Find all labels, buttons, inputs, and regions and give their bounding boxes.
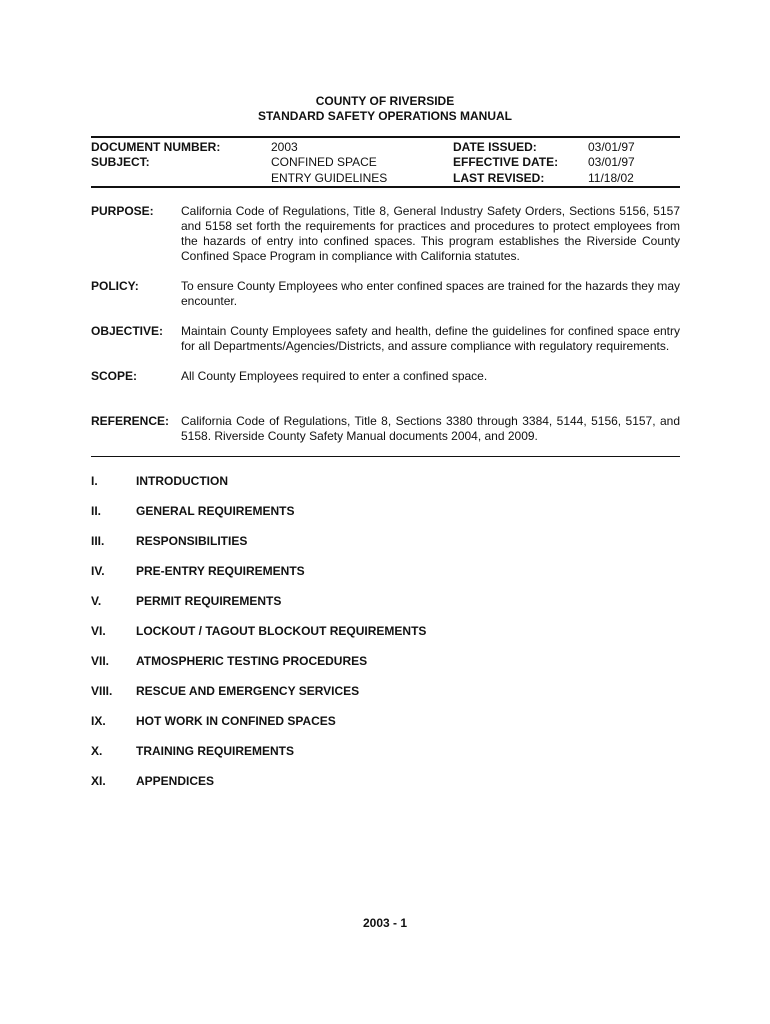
toc-number: I. [91, 474, 98, 488]
toc-item-atmospheric-testing: ATMOSPHERIC TESTING PROCEDURES [136, 654, 368, 668]
toc-number: II. [91, 504, 102, 518]
top-divider [91, 136, 680, 138]
toc-number: X. [91, 744, 103, 758]
toc-item-lockout-tagout: LOCKOUT / TAGOUT BLOCKOUT REQUIREMENTS [136, 624, 427, 638]
toc-number: IV. [91, 564, 105, 578]
doc-number-label: DOCUMENT NUMBER: [91, 140, 221, 154]
last-revised-value: 11/18/02 [588, 171, 634, 185]
toc-number: VII. [91, 654, 110, 668]
policy-label: POLICY: [91, 279, 139, 293]
toc-number: VIII. [91, 684, 113, 698]
scope-label: SCOPE: [91, 369, 138, 383]
toc-number: IX. [91, 714, 106, 728]
meta-divider [91, 186, 680, 188]
toc-item-pre-entry-requirements: PRE-ENTRY REQUIREMENTS [136, 564, 305, 578]
header-title-manual: STANDARD SAFETY OPERATIONS MANUAL [257, 109, 512, 123]
toc-number: VI. [91, 624, 106, 638]
subject-label: SUBJECT: [91, 155, 150, 169]
page-number: 2003 - 1 [362, 916, 408, 930]
effective-date-label: EFFECTIVE DATE: [453, 155, 559, 169]
toc-item-responsibilities: RESPONSIBILITIES [136, 534, 248, 548]
objective-text: Maintain County Employees safety and health, define the guidelines for confined space entry for all Departments/Agencies/Districts, and assure compliance with regulatory requirements. [181, 324, 680, 353]
policy-text: To ensure County Employees who enter confined spaces are trained for the hazards they may encounter. [181, 279, 680, 308]
scope-text: All County Employees required to enter a confined space. [181, 369, 488, 383]
effective-date-value: 03/01/97 [588, 155, 635, 169]
toc-number: III. [91, 534, 105, 548]
toc-item-introduction: INTRODUCTION [136, 474, 228, 488]
last-revised-label: LAST REVISED: [453, 171, 545, 185]
subject-value-line2: ENTRY GUIDELINES [271, 171, 388, 185]
date-issued-label: DATE ISSUED: [453, 140, 537, 154]
reference-label: REFERENCE: [91, 414, 170, 428]
toc-item-general-requirements: GENERAL REQUIREMENTS [136, 504, 295, 518]
toc-number: V. [91, 594, 102, 608]
toc-item-permit-requirements: PERMIT REQUIREMENTS [136, 594, 282, 608]
toc-item-appendices: APPENDICES [136, 774, 215, 788]
reference-text: California Code of Regulations, Title 8, Sections 3380 through 3384, 5144, 5156, 5157, and 5158. Riverside County Safety Manual documents 2004, and 2009. [181, 414, 680, 443]
purpose-label: PURPOSE: [91, 204, 154, 218]
toc-item-training-requirements: TRAINING REQUIREMENTS [136, 744, 295, 758]
date-issued-value: 03/01/97 [588, 140, 635, 154]
toc-number: XI. [91, 774, 106, 788]
doc-number-value: 2003 [271, 140, 298, 154]
header-title-county: COUNTY OF RIVERSIDE [315, 94, 455, 108]
objective-label: OBJECTIVE: [91, 324, 164, 338]
toc-divider [91, 456, 680, 457]
toc-item-rescue-emergency: RESCUE AND EMERGENCY SERVICES [136, 684, 360, 698]
toc-item-hot-work: HOT WORK IN CONFINED SPACES [136, 714, 336, 728]
purpose-text: California Code of Regulations, Title 8, General Industry Safety Orders, Sections 5156, 5157 and 5158 set forth the requirements for practices and procedures to protect employees from the hazards of entry into confined spaces. This program establishes the Riverside County Confined Space Program in compliance with California statutes. [181, 204, 680, 263]
subject-value-line1: CONFINED SPACE [271, 155, 377, 169]
